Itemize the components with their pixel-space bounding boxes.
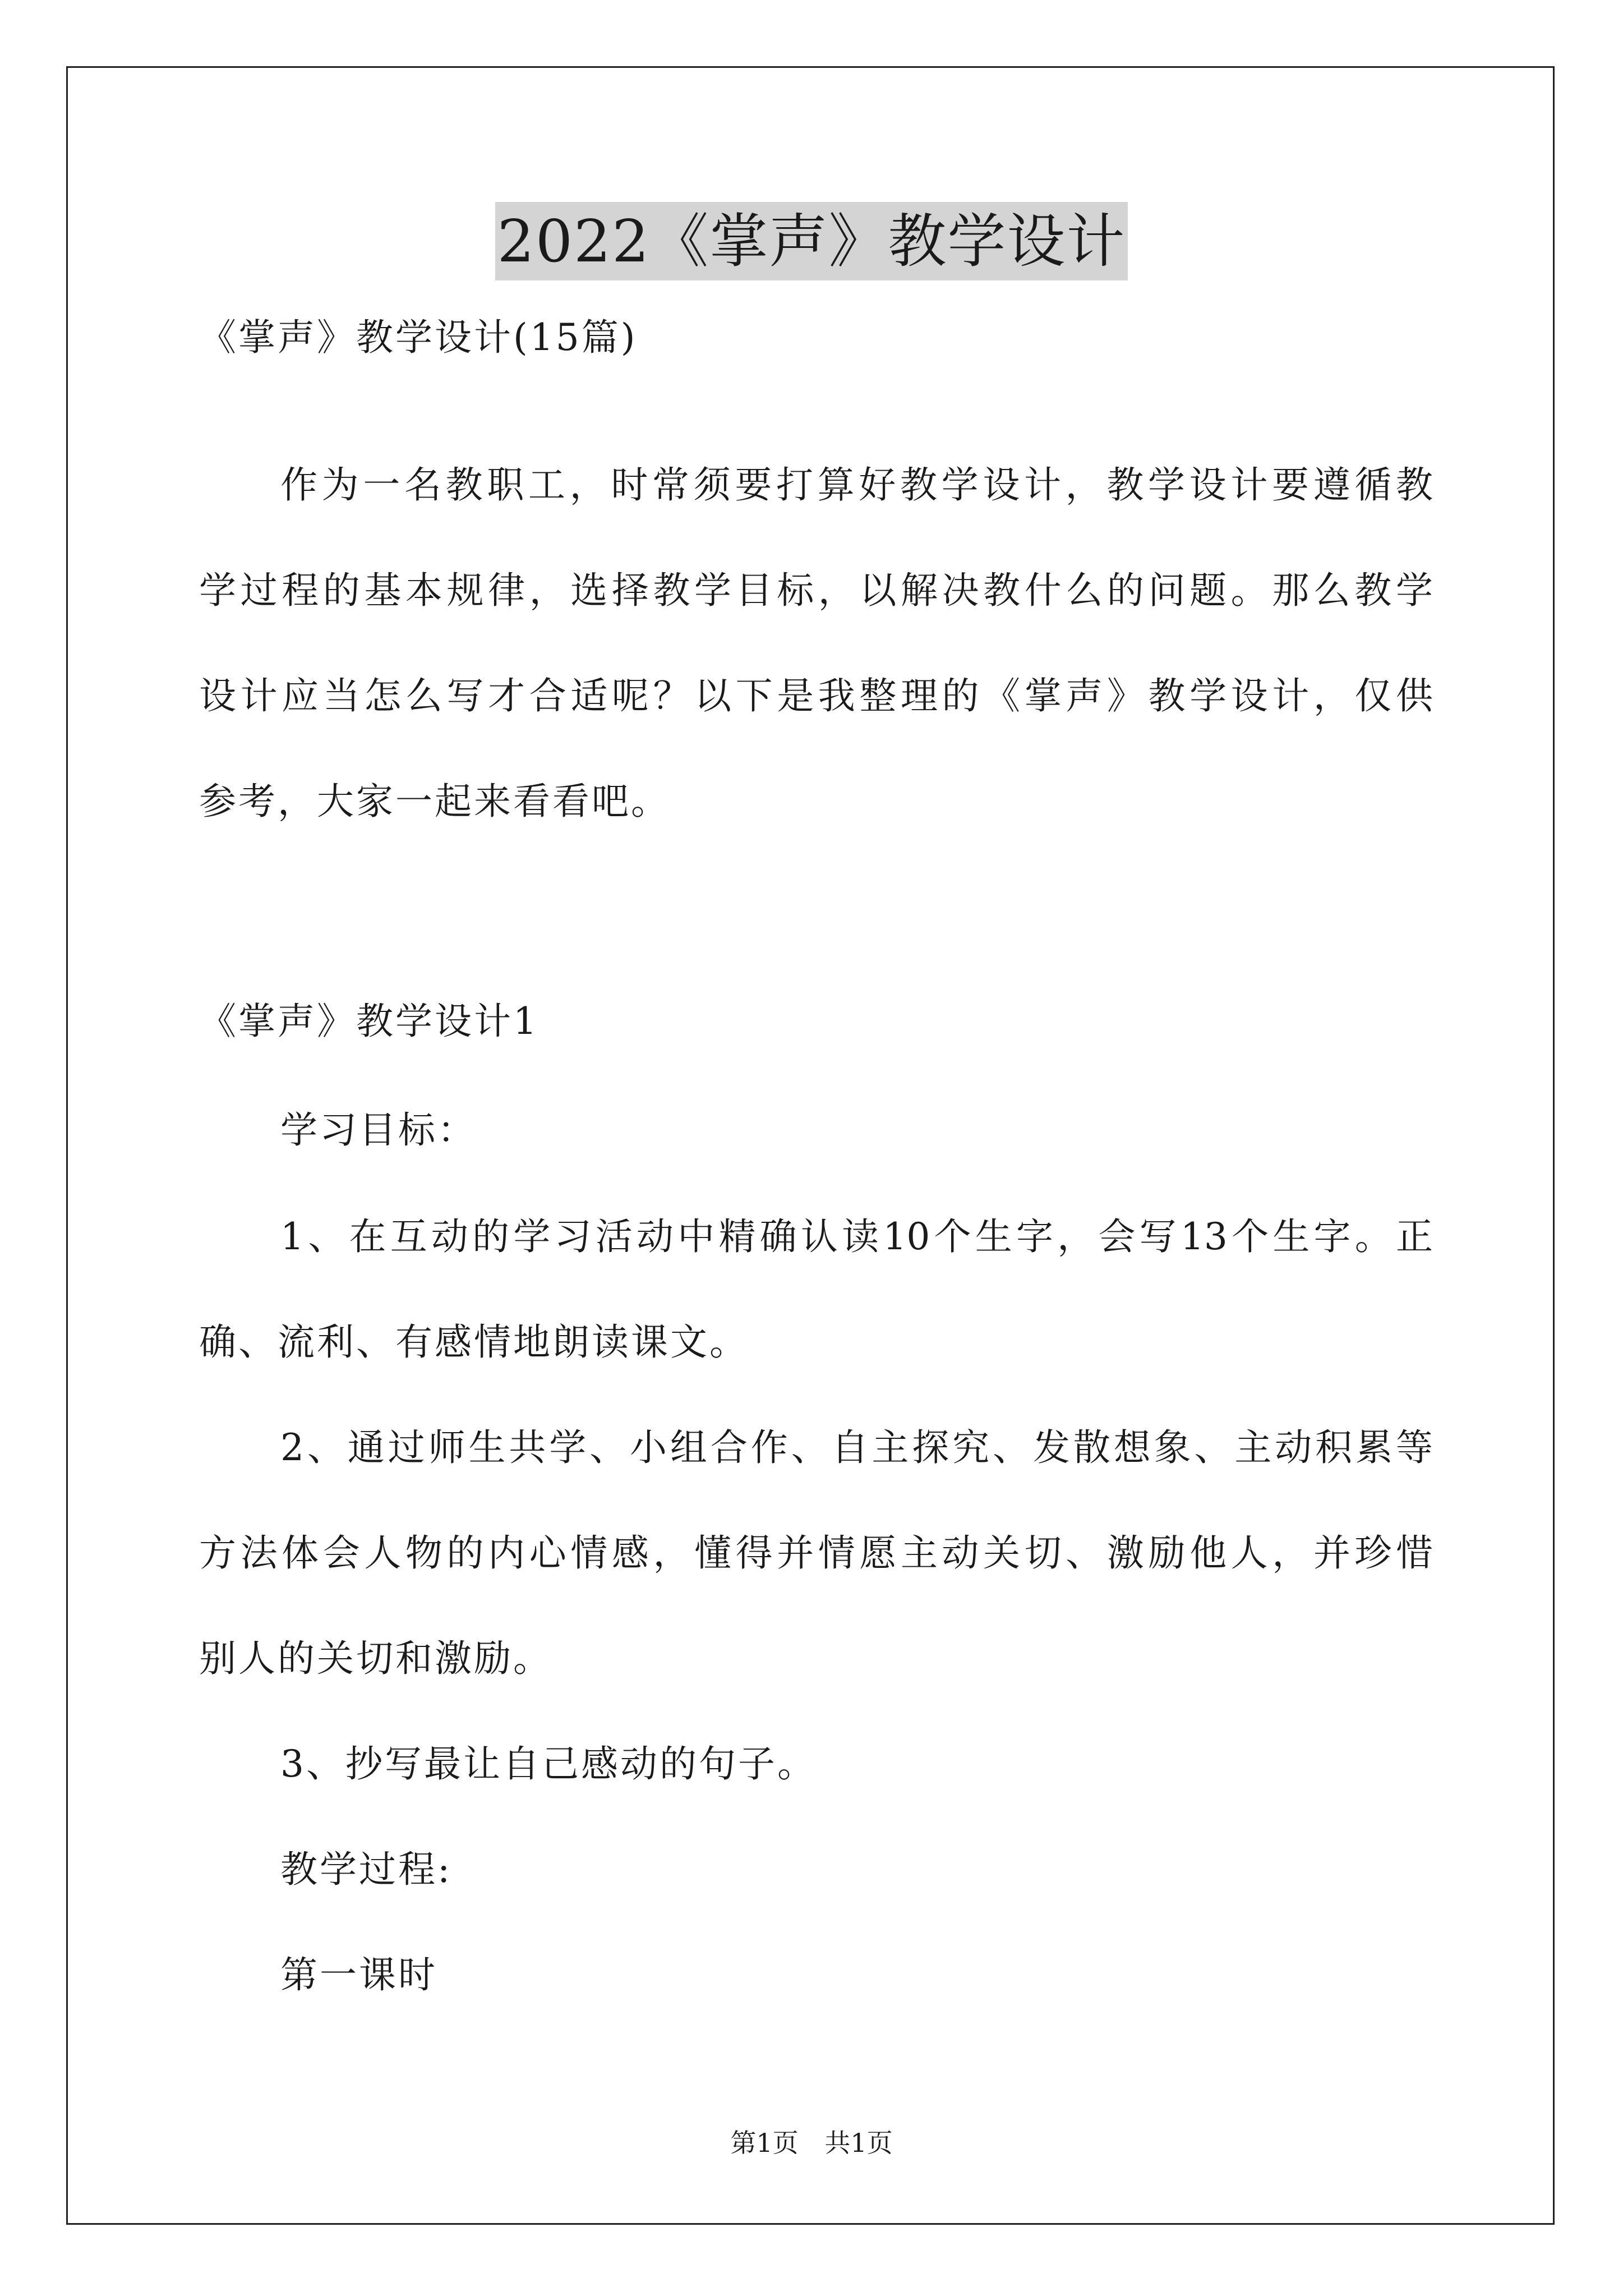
process-label: 教学过程:	[280, 1848, 453, 1891]
document-title: 2022《掌声》教学设计	[495, 202, 1128, 280]
objective1-line-2: 确、流利、有感情地朗读课文。	[199, 1320, 749, 1364]
intro-line-4: 参考，大家一起来看看吧。	[199, 780, 670, 823]
objective2-line-1: 2、通过师生共学、小组合作、自主探究、发散想象、主动积累等	[280, 1426, 1433, 1469]
section1-heading: 《掌声》教学设计1	[199, 1000, 539, 1043]
objective3-line: 3、抄写最让自己感动的句子。	[280, 1742, 817, 1786]
lesson-label: 第一课时	[280, 1953, 437, 1996]
objective1-line-1: 1、在互动的学习活动中精确认读10个生字，会写13个生字。正	[280, 1215, 1433, 1258]
page-total: 共1页	[824, 2128, 893, 2158]
document-subtitle: 《掌声》教学设计(15篇)	[199, 316, 638, 359]
objectives-label: 学习目标：	[280, 1108, 477, 1152]
intro-line-2: 学过程的基本规律，选择教学目标，以解决教什么的问题。那么教学	[199, 569, 1433, 612]
intro-line-3: 设计应当怎么写才合适呢？以下是我整理的《掌声》教学设计，仅供	[199, 674, 1433, 717]
page-footer	[0, 2126, 1623, 2160]
objective2-line-3: 别人的关切和激励。	[199, 1637, 552, 1680]
intro-line-1: 作为一名教职工，时常须要打算好教学设计，教学设计要遵循教	[280, 463, 1433, 507]
objective2-line-2: 方法体会人物的内心情感，懂得并情愿主动关切、激励他人，并珍惜	[199, 1531, 1433, 1575]
title-container	[0, 202, 1623, 280]
page-current: 第1页	[730, 2128, 799, 2158]
